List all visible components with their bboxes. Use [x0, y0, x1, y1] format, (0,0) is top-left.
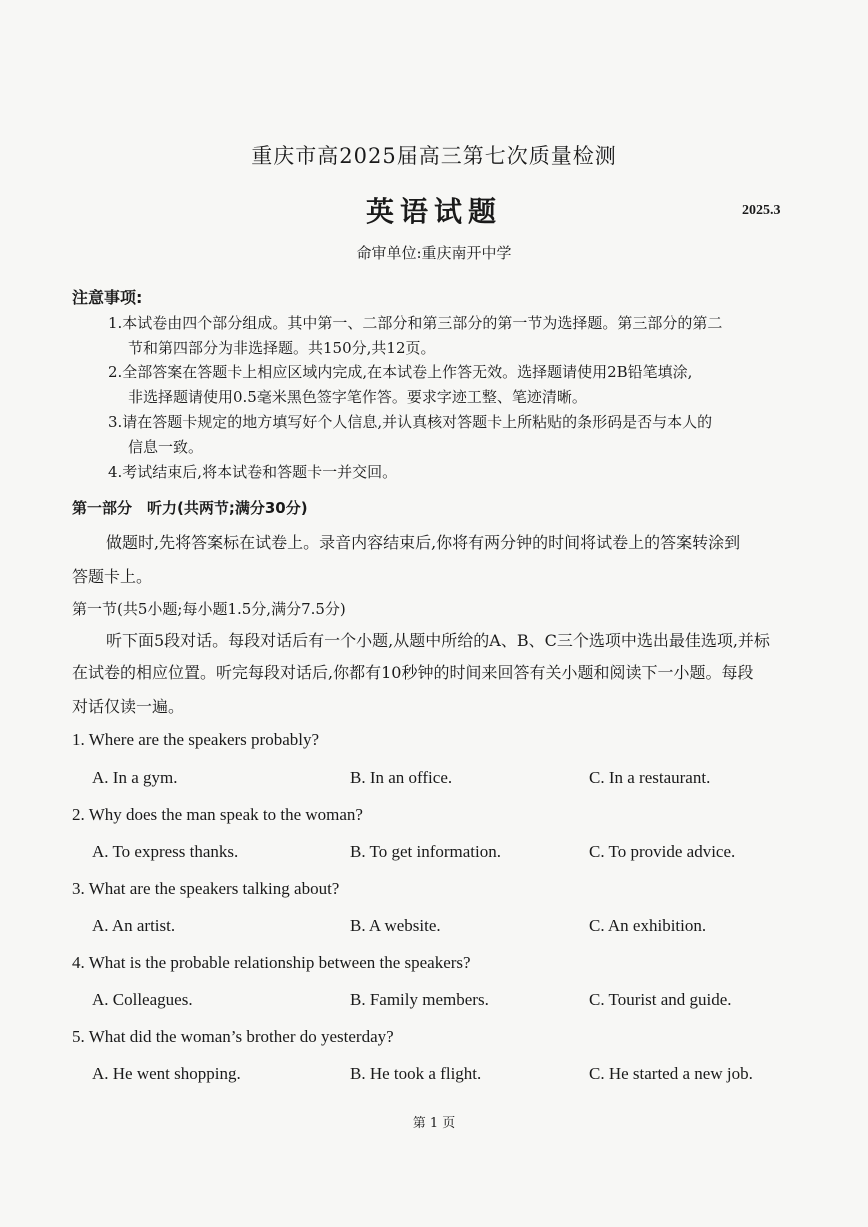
section1-instruction: 对话仅读一遍。: [72, 697, 185, 716]
option-c: C. He started a new job.: [589, 1064, 753, 1083]
option-c: C. In a restaurant.: [589, 768, 711, 787]
notice-line: 节和第四部分为非选择题。共150分,共12页。: [128, 339, 436, 357]
option-a: A. He went shopping.: [92, 1064, 241, 1083]
setter-unit: 命审单位:重庆南开中学: [356, 244, 512, 262]
option-b: B. He took a flight.: [350, 1064, 482, 1083]
exam-date: 2025.3: [742, 203, 781, 218]
option-a: A. Colleagues.: [92, 990, 193, 1009]
question-stem: 4. What is the probable relationship between the speakers?: [72, 953, 471, 972]
part1-instruction: 答题卡上。: [72, 567, 153, 586]
option-a: A. To express thanks.: [92, 842, 239, 861]
option-b: B. A website.: [350, 916, 441, 935]
option-c: C. To provide advice.: [589, 842, 736, 861]
exam-title: 重庆市高2025届高三第七次质量检测: [251, 144, 617, 168]
part1-heading: 第一部分 听力(共两节;满分30分): [72, 499, 308, 517]
option-c: C. An exhibition.: [589, 916, 707, 935]
notice-line: 2.全部答案在答题卡上相应区域内完成,在本试卷上作答无效。选择题请使用2B铅笔填涂,: [108, 363, 693, 381]
notice-line: 4.考试结束后,将本试卷和答题卡一并交回。: [108, 463, 398, 481]
notice-line: 非选择题请使用0.5毫米黑色签字笔作答。要求字迹工整、笔迹清晰。: [128, 388, 587, 406]
option-a: A. In a gym.: [92, 768, 178, 787]
question-stem: 3. What are the speakers talking about?: [72, 879, 340, 898]
option-a: A. An artist.: [92, 916, 176, 935]
notice-line: 1.本试卷由四个部分组成。其中第一、二部分和第三部分的第一节为选择题。第三部分的第二: [108, 314, 723, 332]
option-b: B. In an office.: [350, 768, 453, 787]
section1-instruction: 在试卷的相应位置。听完每段对话后,你都有10秒钟的时间来回答有关小题和阅读下一小题。每段: [72, 663, 754, 682]
part1-instruction: 做题时,先将答案标在试卷上。录音内容结束后,你将有两分钟的时间将试卷上的答案转涂到: [106, 533, 741, 552]
question-stem: 1. Where are the speakers probably?: [72, 730, 320, 749]
subject-title: 英语试题: [365, 195, 502, 228]
question-stem: 2. Why does the man speak to the woman?: [72, 805, 363, 824]
option-b: B. Family members.: [350, 990, 489, 1009]
option-b: B. To get information.: [350, 842, 502, 861]
notice-heading: 注意事项:: [72, 288, 143, 307]
section1-heading: 第一节(共5小题;每小题1.5分,满分7.5分): [72, 600, 346, 618]
question-stem: 5. What did the woman’s brother do yesterday?: [72, 1027, 394, 1046]
page-number: 第 1 页: [412, 1116, 456, 1131]
option-c: C. Tourist and guide.: [589, 990, 732, 1009]
notice-line: 信息一致。: [128, 438, 204, 456]
section1-instruction: 听下面5段对话。每段对话后有一个小题,从题中所给的A、B、C三个选项中选出最佳选项,并标: [106, 631, 770, 650]
notice-line: 3.请在答题卡规定的地方填写好个人信息,并认真核对答题卡上所粘贴的条形码是否与本人的: [108, 413, 713, 431]
